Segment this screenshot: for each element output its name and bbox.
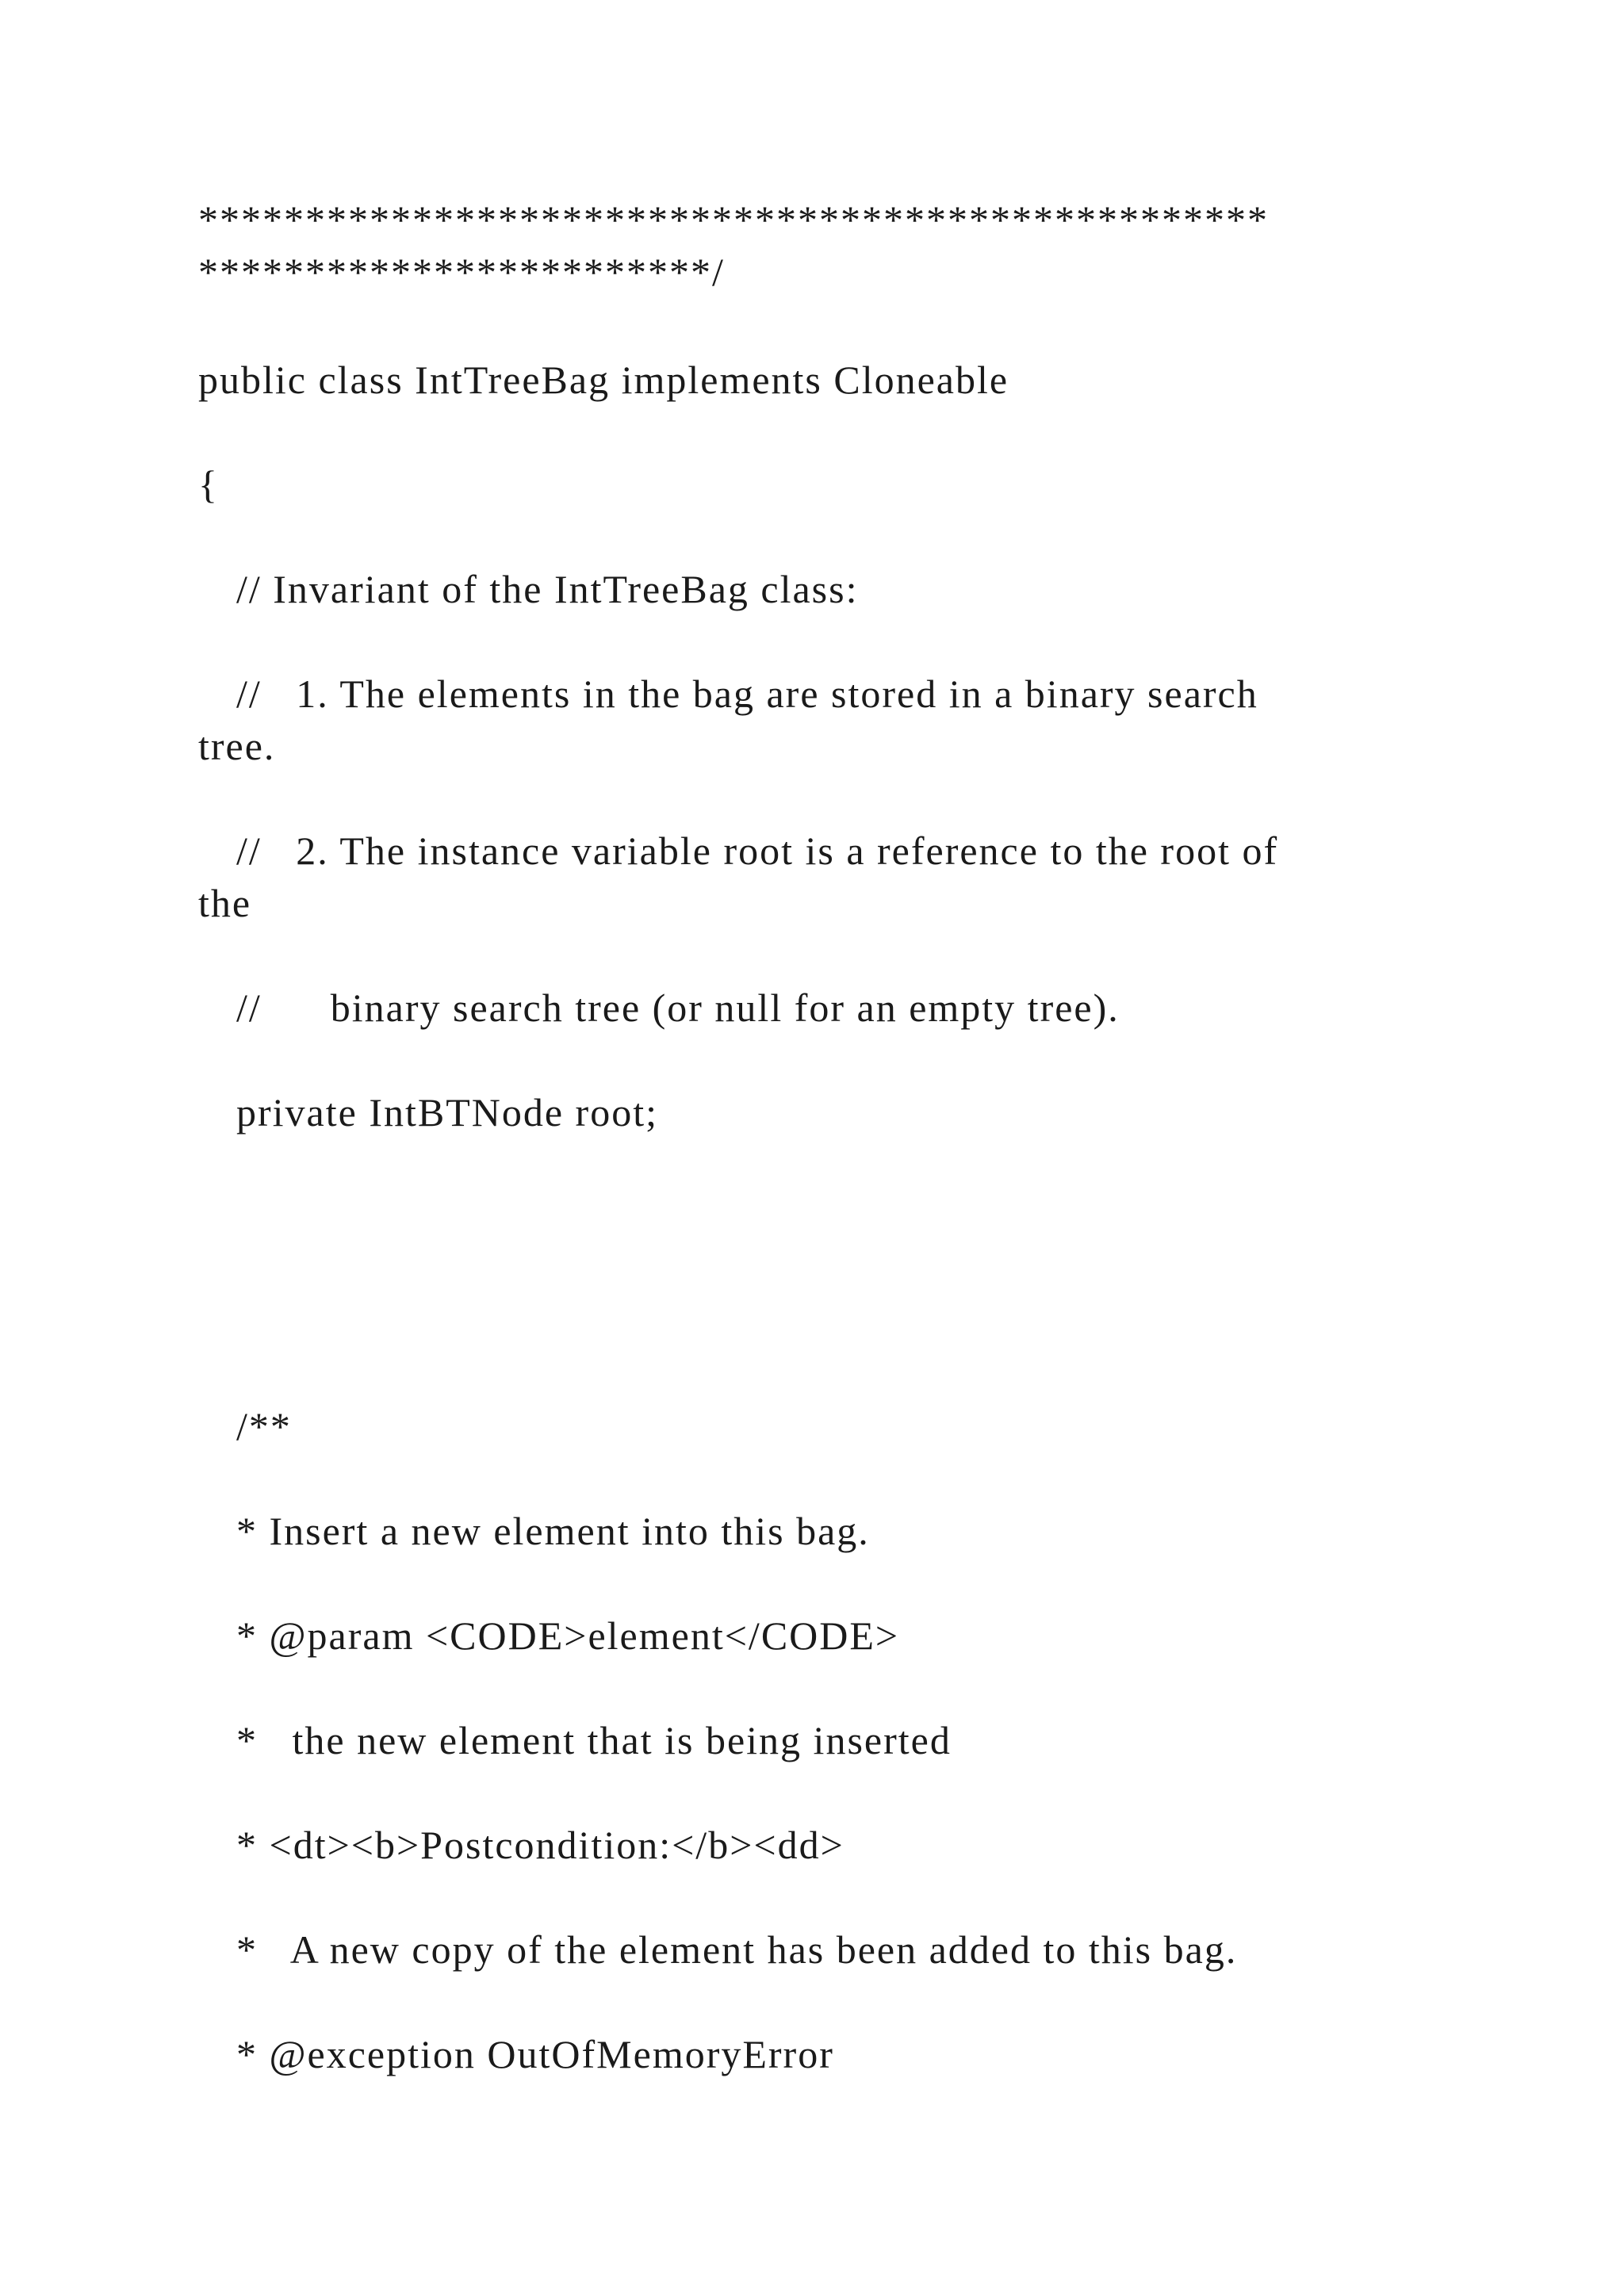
javadoc-open: /**: [236, 1404, 292, 1448]
class-declaration: public class IntTreeBag implements Cloneable: [198, 358, 1009, 402]
javadoc-postcondition-tag: * <dt><b>Postcondition:</b><dd>: [236, 1823, 845, 1867]
javadoc-summary: * Insert a new element into this bag.: [236, 1509, 870, 1553]
invariant-comment-title: // Invariant of the IntTreeBag class:: [236, 567, 859, 611]
invariant-comment-1-wrap: tree.: [198, 724, 276, 768]
invariant-comment-2-wrap: the: [198, 881, 252, 925]
javadoc-param-description: * the new element that is being inserted: [236, 1718, 952, 1762]
invariant-comment-2: // 2. The instance variable root is a reference to the root of: [236, 828, 1279, 873]
open-brace: {: [198, 462, 219, 507]
comment-stars-line-1: **************************************************: [198, 197, 1269, 242]
root-field-declaration: private IntBTNode root;: [236, 1090, 658, 1135]
javadoc-param: * @param <CODE>element</CODE>: [236, 1613, 900, 1658]
javadoc-postcondition-text: * A new copy of the element has been added to this bag.: [236, 1927, 1238, 1972]
javadoc-exception: * @exception OutOfMemoryError: [236, 2032, 834, 2076]
comment-stars-line-2: ************************/: [198, 250, 725, 294]
invariant-comment-3: // binary search tree (or null for an empty tree).: [236, 985, 1120, 1030]
invariant-comment-1: // 1. The elements in the bag are stored in a binary search: [236, 672, 1258, 716]
